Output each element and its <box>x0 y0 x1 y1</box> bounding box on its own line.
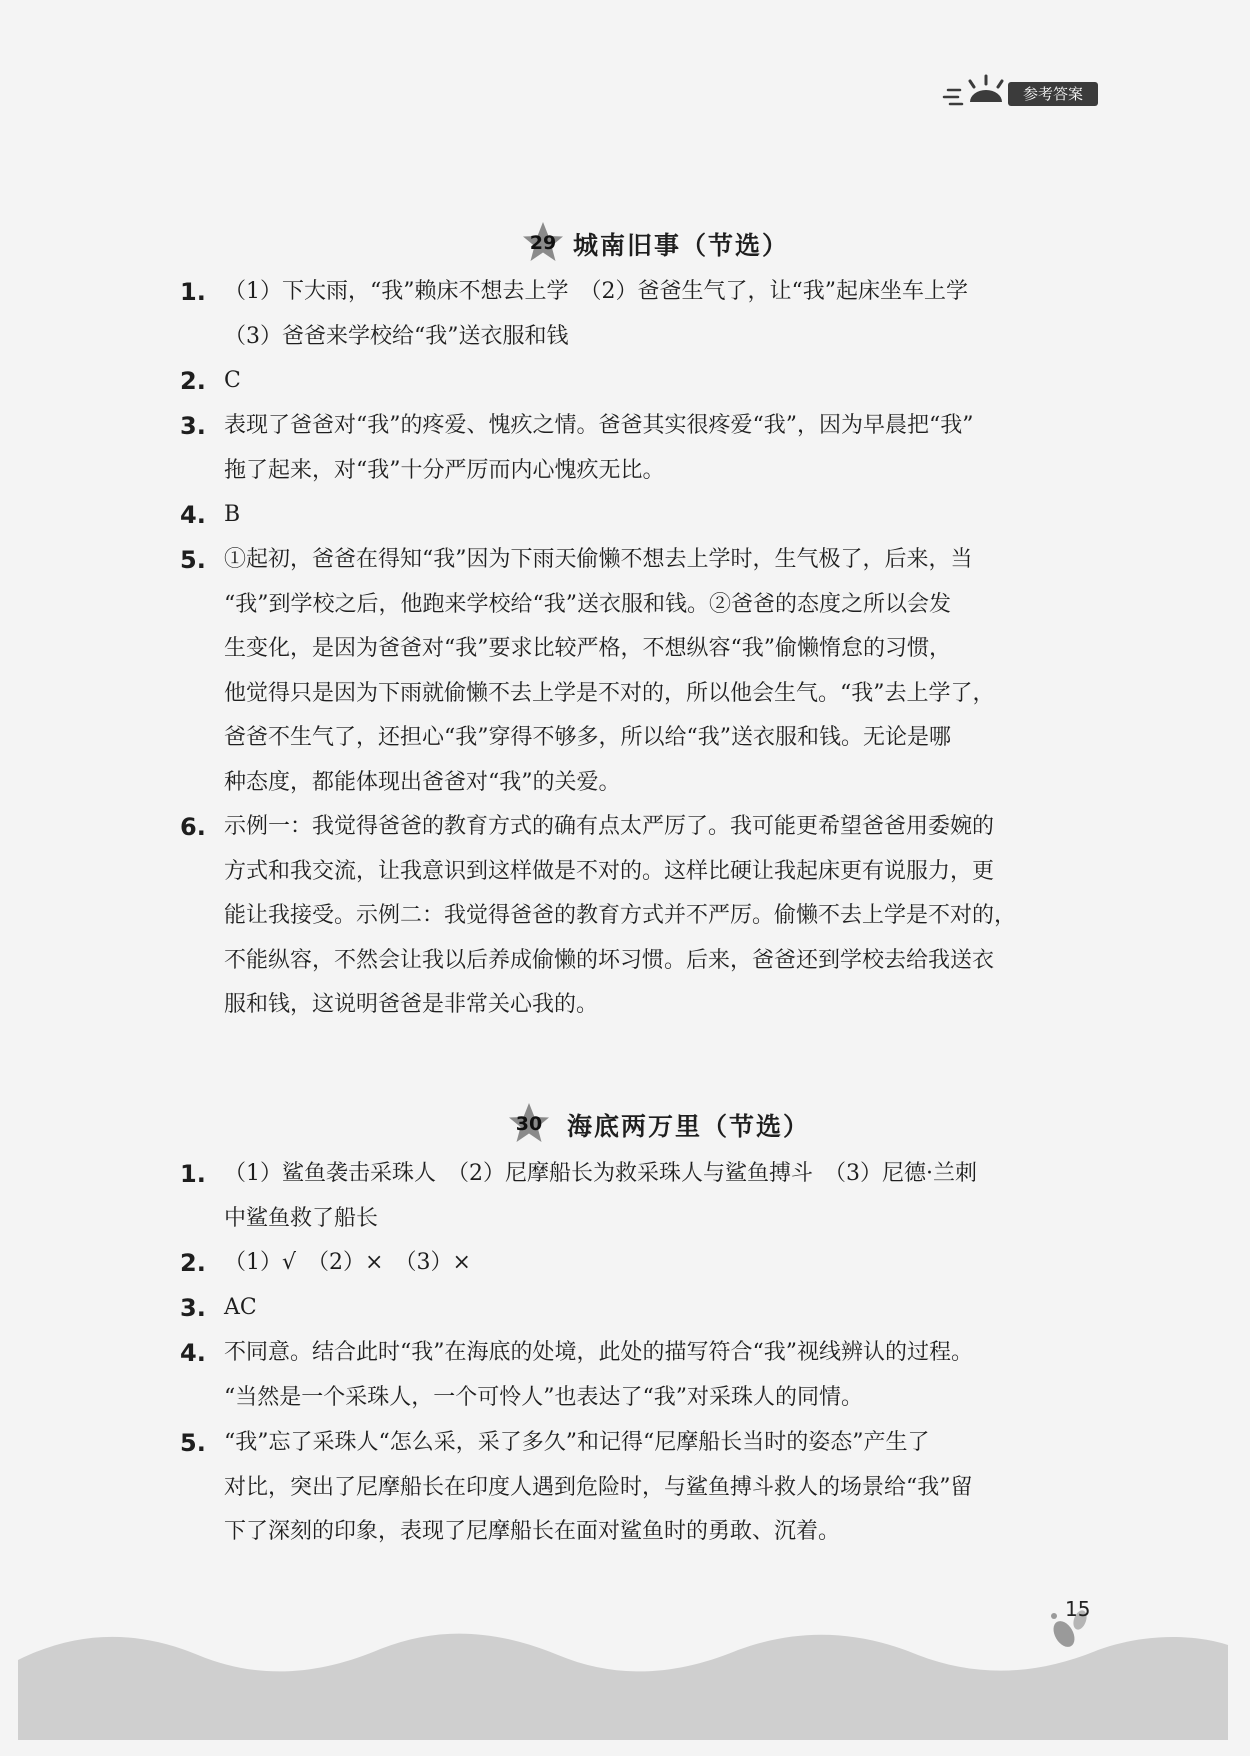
answer-number: 2. <box>180 1249 206 1277</box>
answer-number: 1. <box>180 278 206 306</box>
answer-key-badge: 参考答案 <box>1008 82 1098 106</box>
section-number: 29 <box>529 232 557 254</box>
section-number: 30 <box>515 1113 543 1135</box>
page-number: 15 <box>1065 1597 1091 1621</box>
answer-number: 2. <box>180 367 206 395</box>
answer-number: 6. <box>180 813 206 841</box>
answer-text: （1）√ （2）× （3）× <box>224 1250 471 1275</box>
answer-text: ①起初，爸爸在得知“我”因为下雨天偷懒不想去上学时，生气极了，后来，当 “我”到学校之后，他跑来学校给“我”送衣服和钱。②爸爸的态度之所以会发 生变化，是因为爸爸对“我”要求比较严格，不想纵容“我”偷懒惰怠的习惯， 他觉得只是因为下雨就偷懒不去上学是不对的，所以他会生气。“我”去上学了， 爸爸不生气了，还担心“我”穿得不够多，所以给“我”送衣服和钱。无论是哪 种态度，都能体现出爸爸对“我”的关爱。 <box>224 547 995 795</box>
answer-text: （1）鲨鱼袭击采珠人 （2）尼摩船长为救采珠人与鲨鱼搏斗 （3）尼德·兰刺 中鲨鱼救了船长 <box>224 1161 977 1231</box>
answer-text: （1）下大雨，“我”赖床不想去上学 （2）爸爸生气了，让“我”起床坐车上学 （3）爸爸来学校给“我”送衣服和钱 <box>224 279 968 349</box>
answer-text: 表现了爸爸对“我”的疼爱、愧疚之情。爸爸其实很疼爱“我”，因为早晨把“我” 拖了起来，对“我”十分严厉而内心愧疚无比。 <box>224 413 974 483</box>
answer-number: 5. <box>180 546 206 574</box>
answer-text: “我”忘了采珠人“怎么采，采了多久”和记得“尼摩船长当时的姿态”产生了 对比，突出了尼摩船长在印度人遇到危险时，与鲨鱼搏斗救人的场景给“我”留 下了深刻的印象，表现了尼摩船长在面对鲨鱼时的勇敢、沉着。 <box>224 1430 973 1544</box>
answer-text: AC <box>224 1295 257 1320</box>
answer-text: 不同意。结合此时“我”在海底的处境，此处的描写符合“我”视线辨认的过程。 “当然是一个采珠人，一个可怜人”也表达了“我”对采珠人的同情。 <box>224 1340 973 1410</box>
answer-number: 5. <box>180 1429 206 1457</box>
answer-text: 示例一：我觉得爸爸的教育方式的确有点太严厉了。我可能更希望爸爸用委婉的 方式和我交流，让我意识到这样做是不对的。这样比硬让我起床更有说服力，更 能让我接受。示例二：我觉得爸爸的教育方式并不严厉。偷懒不去上学是不对的， 不能纵容，不然会让我以后养成偷懒的坏习惯。后来，爸爸还到学校去给我送衣 服和钱，这说明爸爸是非常关心我的。 <box>224 814 1017 1017</box>
answer-number: 1. <box>180 1160 206 1188</box>
sun-icon <box>940 72 1010 114</box>
answer-number: 3. <box>180 412 206 440</box>
header-badge <box>940 72 1100 114</box>
answer-number: 4. <box>180 501 206 529</box>
section-heading: 海底两万里（节选） <box>567 1112 811 1141</box>
section-title-29 <box>0 226 1250 266</box>
answer-number: 3. <box>180 1294 206 1322</box>
answer-text: B <box>224 502 241 527</box>
answer-number: 4. <box>180 1339 206 1367</box>
answer-text: C <box>224 368 241 393</box>
section-title-30 <box>0 1107 1250 1147</box>
section-heading: 城南旧事（节选） <box>573 231 790 260</box>
